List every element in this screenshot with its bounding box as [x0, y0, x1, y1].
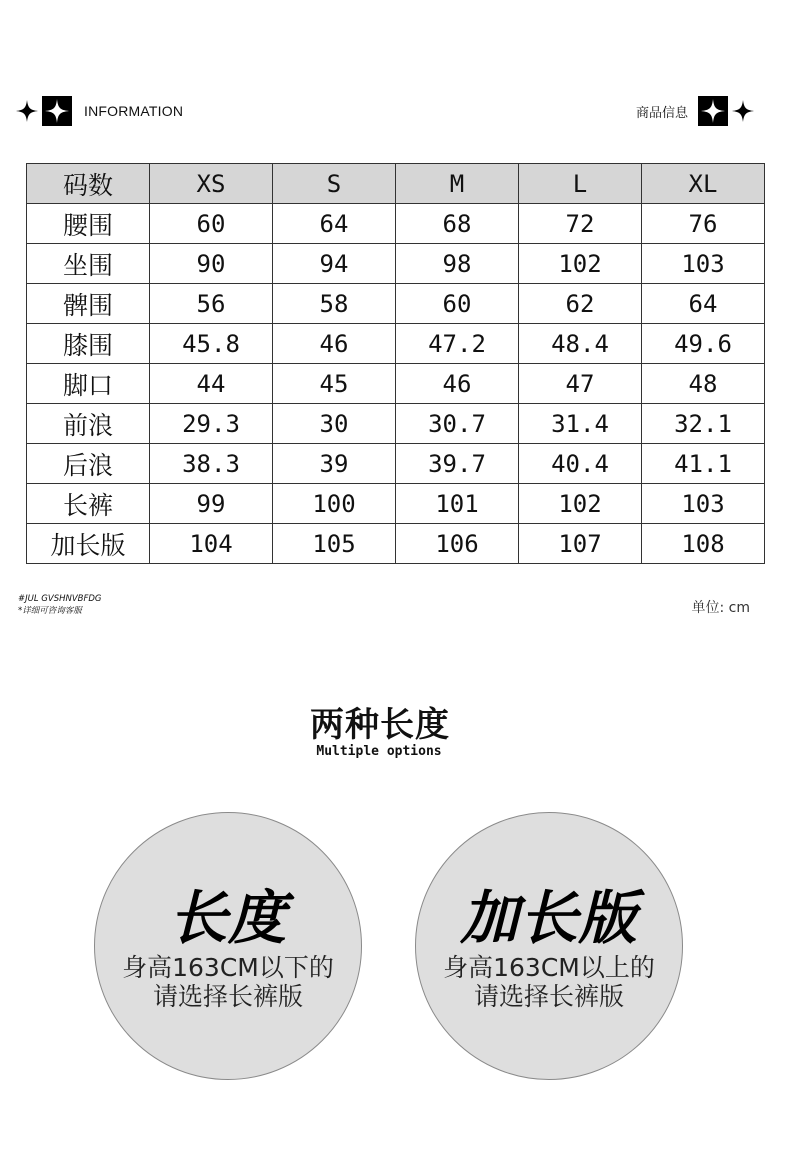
- measurement-value: 47.2: [396, 324, 519, 364]
- option-regular-length: [94, 812, 362, 1080]
- measurement-value: 49.6: [642, 324, 765, 364]
- sparkle-icon: [16, 100, 38, 122]
- measurement-label: 后浪: [27, 444, 150, 484]
- measurement-value: 46: [273, 324, 396, 364]
- header-cell: XS: [150, 164, 273, 204]
- measurement-value: 48.4: [519, 324, 642, 364]
- measurement-value: 39.7: [396, 444, 519, 484]
- measurement-value: 47: [519, 364, 642, 404]
- table-row: [27, 524, 765, 564]
- option-desc-line: 身高163CM以下的: [122, 953, 334, 982]
- header-right: [636, 96, 754, 126]
- option-name: 长度: [168, 884, 287, 952]
- measurement-value: 101: [396, 484, 519, 524]
- option-name: 加长版: [460, 884, 638, 952]
- header-cell: 码数: [27, 164, 150, 204]
- measurement-value: 72: [519, 204, 642, 244]
- measurement-value: 64: [642, 284, 765, 324]
- measurement-value: 40.4: [519, 444, 642, 484]
- measurement-label: 坐围: [27, 244, 150, 284]
- measurement-value: 62: [519, 284, 642, 324]
- size-chart-table: [26, 163, 765, 564]
- sparkle-box-icon: [698, 96, 728, 126]
- table-header-row: [27, 164, 765, 204]
- footnote: [18, 593, 102, 617]
- header-cell: M: [396, 164, 519, 204]
- measurement-value: 45: [273, 364, 396, 404]
- measurement-value: 99: [150, 484, 273, 524]
- option-desc-line: 请选择长裤版: [152, 982, 303, 1011]
- measurement-label: 加长版: [27, 524, 150, 564]
- table-row: [27, 244, 765, 284]
- measurement-value: 32.1: [642, 404, 765, 444]
- sparkle-box-icon: [42, 96, 72, 126]
- measurement-value: 30: [273, 404, 396, 444]
- measurement-value: 106: [396, 524, 519, 564]
- measurement-value: 38.3: [150, 444, 273, 484]
- measurement-label: 长裤: [27, 484, 150, 524]
- table-row: [27, 484, 765, 524]
- option-desc-line: 请选择长裤版: [473, 982, 624, 1011]
- header-cell: XL: [642, 164, 765, 204]
- table-row: [27, 404, 765, 444]
- measurement-value: 107: [519, 524, 642, 564]
- measurement-label: 前浪: [27, 404, 150, 444]
- measurement-value: 104: [150, 524, 273, 564]
- measurement-value: 41.1: [642, 444, 765, 484]
- table-row: [27, 364, 765, 404]
- option-extended-length: [415, 812, 683, 1080]
- information-label: INFORMATION: [84, 103, 184, 119]
- measurement-value: 68: [396, 204, 519, 244]
- table-row: [27, 324, 765, 364]
- sparkle-icon: [732, 100, 754, 122]
- measurement-value: 29.3: [150, 404, 273, 444]
- measurement-value: 44: [150, 364, 273, 404]
- measurement-value: 45.8: [150, 324, 273, 364]
- measurement-value: 64: [273, 204, 396, 244]
- measurement-value: 56: [150, 284, 273, 324]
- measurement-value: 102: [519, 244, 642, 284]
- measurement-value: 100: [273, 484, 396, 524]
- measurement-value: 60: [396, 284, 519, 324]
- measurement-value: 46: [396, 364, 519, 404]
- measurement-value: 94: [273, 244, 396, 284]
- footnote-service: *详细可咨询客服: [18, 606, 82, 616]
- table-row: [27, 284, 765, 324]
- option-description: [416, 953, 682, 1011]
- table-row: [27, 444, 765, 484]
- header-left: [16, 96, 183, 126]
- option-description: [95, 953, 361, 1011]
- measurement-label: 膝围: [27, 324, 150, 364]
- measurement-value: 30.7: [396, 404, 519, 444]
- measurement-value: 105: [273, 524, 396, 564]
- measurement-value: 103: [642, 484, 765, 524]
- measurement-label: 髀围: [27, 284, 150, 324]
- measurement-label: 腰围: [27, 204, 150, 244]
- measurement-label: 脚口: [27, 364, 150, 404]
- measurement-value: 39: [273, 444, 396, 484]
- measurement-value: 76: [642, 204, 765, 244]
- product-info-label: 商品信息: [635, 105, 688, 121]
- header-cell: S: [273, 164, 396, 204]
- measurement-value: 60: [150, 204, 273, 244]
- section-subtitle: Multiple options: [316, 744, 442, 759]
- measurement-value: 90: [150, 244, 273, 284]
- measurement-value: 98: [396, 244, 519, 284]
- unit-label: 单位: cm: [691, 600, 750, 616]
- measurement-value: 108: [642, 524, 765, 564]
- measurement-value: 102: [519, 484, 642, 524]
- measurement-value: 48: [642, 364, 765, 404]
- measurement-value: 103: [642, 244, 765, 284]
- footnote-code: #JUL GVSHNVBFDG: [18, 594, 102, 604]
- option-desc-line: 身高163CM以上的: [443, 953, 655, 982]
- table-row: [27, 204, 765, 244]
- header-cell: L: [519, 164, 642, 204]
- measurement-value: 58: [273, 284, 396, 324]
- section-title: 两种长度: [310, 705, 450, 745]
- measurement-value: 31.4: [519, 404, 642, 444]
